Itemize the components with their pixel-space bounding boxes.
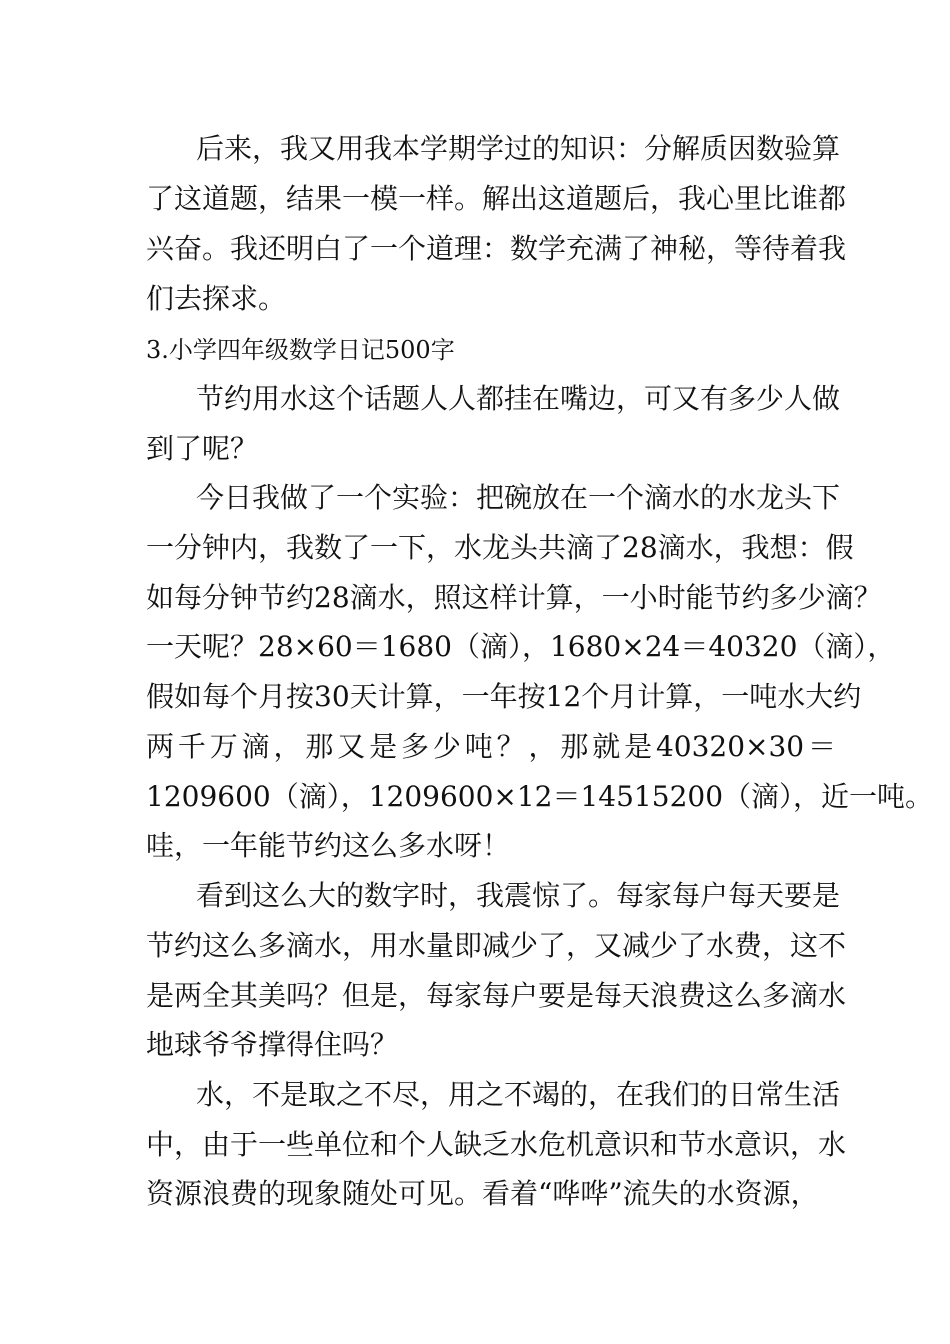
paragraph-line: 们去探求。 bbox=[146, 282, 287, 315]
paragraph-line: 假如每个月按30天计算，一年按12个月计算，一吨水大约 bbox=[146, 680, 862, 713]
paragraph-line: 两千万滴，那又是多少吨？，那就是40320×30＝ bbox=[146, 730, 836, 763]
paragraph-line: 兴奋。我还明白了一个道理：数学充满了神秘，等待着我 bbox=[146, 232, 847, 265]
paragraph-line: 中，由于一些单位和个人缺乏水危机意识和节水意识，水 bbox=[146, 1128, 847, 1161]
paragraph-line: 一天呢？28×60＝1680（滴），1680×24＝40320（滴）， bbox=[146, 630, 896, 663]
paragraph-line: 一分钟内，我数了一下，水龙头共滴了28滴水，我想：假 bbox=[146, 531, 854, 564]
paragraph-line: 哇，一年能节约这么多水呀！ bbox=[146, 829, 511, 862]
paragraph-line: 今日我做了一个实验：把碗放在一个滴水的水龙头下 bbox=[196, 481, 841, 514]
paragraph-line: 节约这么多滴水，用水量即减少了，又减少了水费，这不 bbox=[146, 929, 847, 962]
paragraph-line: 如每分钟节约28滴水，照这样计算，一小时能节约多少滴？ bbox=[146, 581, 882, 614]
paragraph-line: 是两全其美吗？但是，每家每户要是每天浪费这么多滴水 bbox=[146, 979, 847, 1012]
paragraph-line: 地球爷爷撑得住吗？ bbox=[146, 1028, 399, 1061]
paragraph-line: 资源浪费的现象随处可见。看着“哗哗”流失的水资源， bbox=[146, 1177, 819, 1210]
paragraph-line: 看到这么大的数字时，我震惊了。每家每户每天要是 bbox=[196, 879, 841, 912]
paragraph-line: 了这道题，结果一模一样。解出这道题后，我心里比谁都 bbox=[146, 182, 847, 215]
paragraph-line: 1209600（滴），1209600×12＝14515200（滴），近一吨。 bbox=[146, 780, 934, 813]
paragraph-line: 后来，我又用我本学期学过的知识：分解质因数验算 bbox=[196, 132, 841, 165]
section-heading: 3.小学四年级数学日记500字 bbox=[146, 336, 455, 364]
paragraph-line: 节约用水这个话题人人都挂在嘴边，可又有多少人做 bbox=[196, 382, 841, 415]
paragraph-line: 水，不是取之不尽，用之不竭的，在我们的日常生活 bbox=[196, 1078, 841, 1111]
paragraph-line: 到了呢？ bbox=[146, 432, 259, 465]
